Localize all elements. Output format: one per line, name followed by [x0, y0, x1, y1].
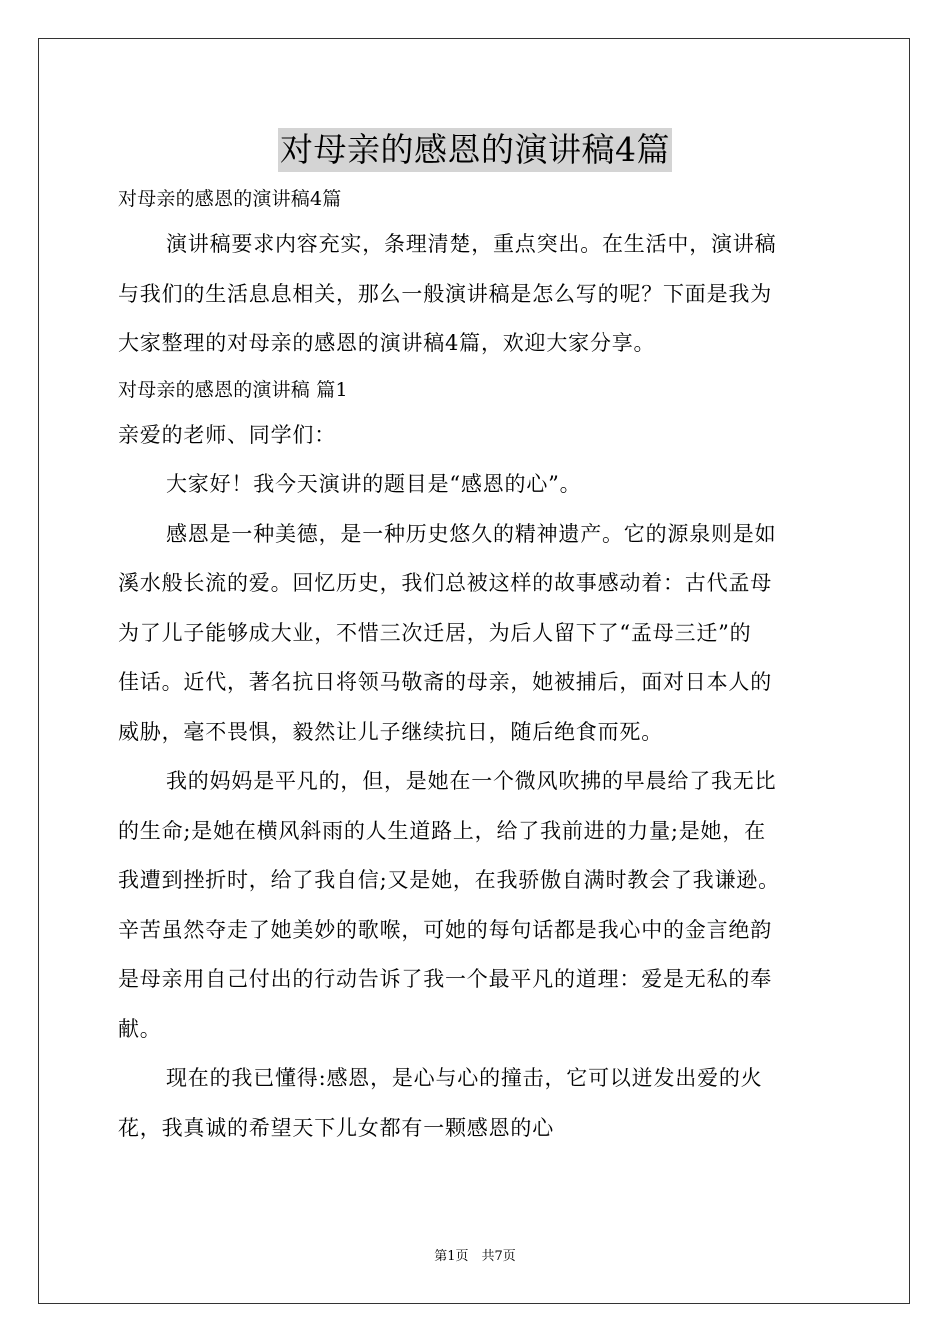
text-line: 为了儿子能够成大业，不惜三次迁居，为后人留下了“孟母三迁”的 — [118, 620, 752, 645]
text-line: 演讲稿要求内容充实，条理清楚，重点突出。在生活中，演讲稿 — [166, 232, 777, 256]
text-line: 我遭到挫折时，给了我自信;又是她，在我骄傲自满时教会了我谦逊。 — [118, 868, 780, 892]
title-container — [0, 128, 950, 172]
text-line: 是母亲用自己付出的行动告诉了我一个最平凡的道理：爱是无私的奉 — [118, 967, 772, 991]
text-line: 现在的我已懂得:感恩，是心与心的撞击，它可以迸发出爱的火 — [166, 1066, 763, 1090]
document-body — [118, 178, 834, 1153]
text-line: 的生命;是她在横风斜雨的人生道路上，给了我前进的力量;是她，在 — [118, 818, 766, 843]
document-subtitle: 对母亲的感恩的演讲稿4篇 — [118, 188, 342, 210]
text-line: 献。 — [118, 1016, 162, 1041]
document-title: 对母亲的感恩的演讲稿4篇 — [278, 128, 672, 172]
text-line: 佳话。近代，著名抗日将领马敬斋的母亲，她被捕后，面对日本人的 — [118, 670, 772, 694]
text-line: 花，我真诚的希望天下儿女都有一颗感恩的心 — [118, 1115, 554, 1140]
paragraph-lines — [118, 220, 834, 1153]
text-line: 溪水般长流的爱。回忆历史，我们总被这样的故事感动着：古代孟母 — [118, 571, 772, 595]
text-line: 与我们的生活息息相关，那么一般演讲稿是怎么写的呢？下面是我为 — [118, 281, 772, 306]
text-line: 我的妈妈是平凡的，但，是她在一个微风吹拂的早晨给了我无比 — [166, 769, 777, 793]
text-line: 大家整理的对母亲的感恩的演讲稿4篇，欢迎大家分享。 — [118, 331, 656, 355]
text-line: 辛苦虽然夺走了她美妙的歌喉，可她的每句话都是我心中的金言绝韵 — [118, 917, 772, 942]
text-line: 亲爱的老师、同学们： — [118, 422, 336, 447]
text-line: 威胁，毫不畏惧，毅然让儿子继续抗日，随后绝食而死。 — [118, 719, 663, 744]
text-line: 大家好！我今天演讲的题目是“感恩的心”。 — [166, 472, 582, 496]
text-line: 对母亲的感恩的演讲稿 篇1 — [118, 378, 348, 401]
text-line: 感恩是一种美德，是一种历史悠久的精神遗产。它的源泉则是如 — [166, 521, 777, 546]
page-footer: 第1页 共7页 — [434, 1249, 516, 1264]
